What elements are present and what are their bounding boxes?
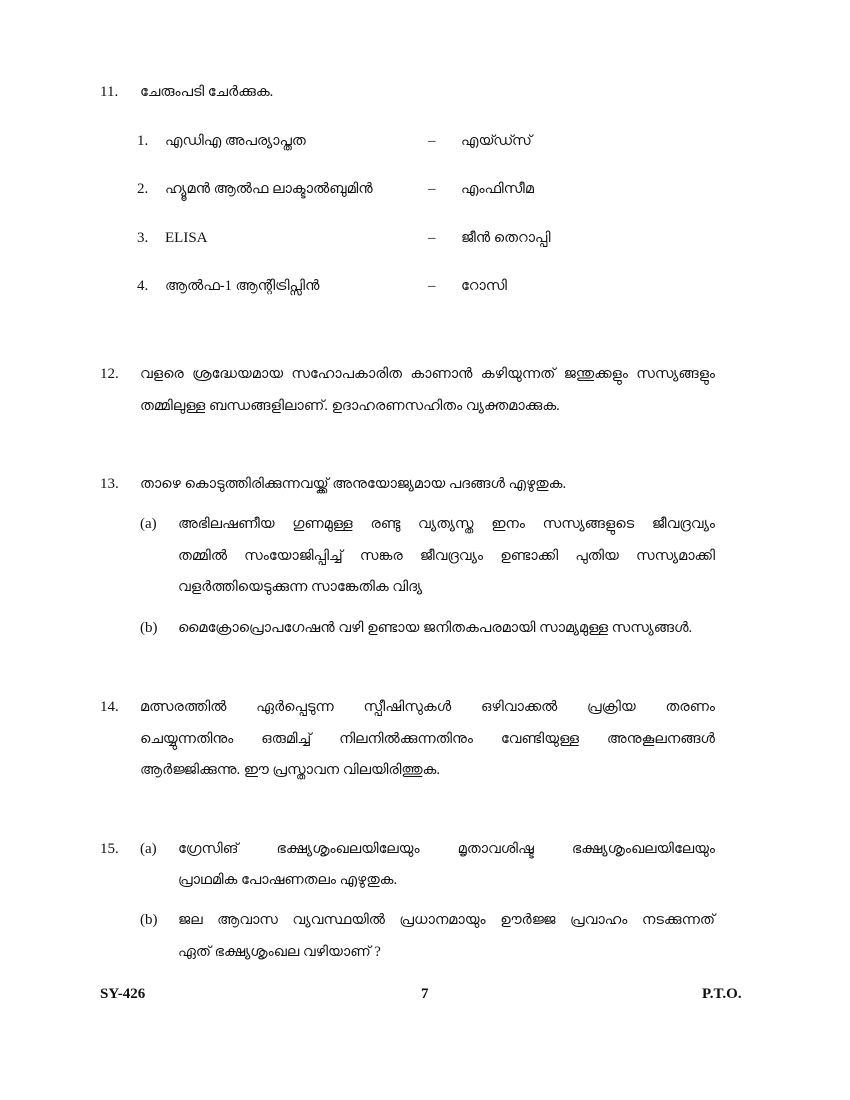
match-left: ഹ്യൂമൻ ആൽഫ ലാക്ടാൽബുമിൻ	[165, 181, 373, 197]
match-item-number: 3.	[137, 230, 149, 246]
match-left: ആൽഫ-1 ആന്റിട്രിപ്സിൻ	[165, 278, 320, 294]
paper-code: SY-426	[100, 986, 146, 1002]
match-dash: –	[428, 230, 436, 246]
question-15a-label: (a)	[140, 841, 157, 857]
question-13-number: 13.	[100, 476, 119, 492]
match-left: ELISA	[165, 230, 208, 246]
question-14-line-2: ചെയ്യുന്നതിനും ഒരുമിച്ച് നിലനിൽക്കുന്നതിനും വേണ്ടിയുള്ള അനുകൂലനങ്ങൾ	[140, 731, 715, 747]
question-13a-line-1: അഭിലഷണീയ ഗുണമുള്ള രണ്ടു വ്യത്യസ്ത ഇനം സസ്യങ്ങളുടെ ജീവദ്രവ്യം	[178, 516, 715, 532]
match-item-number: 1.	[137, 133, 149, 149]
match-dash: –	[428, 278, 436, 294]
question-13a-line-2: തമ്മിൽ സംയോജിപ്പിച്ച് സങ്കര ജീവദ്രവ്യം ഉണ്ടാക്കി പുതിയ സസ്യമാക്കി	[178, 548, 715, 564]
question-15a-line-1: ഗ്രേസിങ് ഭക്ഷ്യശൃംഖലയിലേയും മൃതാവശിഷ്ട ഭക്ഷ്യശൃംഖലയിലേയും	[178, 841, 715, 857]
question-13a-label: (a)	[140, 516, 157, 532]
question-13-instruction: താഴെ കൊടുത്തിരിക്കുന്നവയ്ക്ക് അനുയോജ്യമായ പദങ്ങൾ എഴുതുക.	[140, 476, 567, 492]
question-15b-label: (b)	[140, 912, 158, 928]
match-item-number: 4.	[137, 278, 149, 294]
page-number: 7	[421, 986, 429, 1002]
match-right: റോസി	[461, 278, 507, 294]
match-right: എയ്ഡ്സ്	[461, 133, 532, 149]
match-left: എഡിഎ അപര്യാപ്തത	[165, 133, 306, 149]
question-14-line-1: മത്സരത്തിൽ ഏർപ്പെടുന്ന സ്പീഷിസുകൾ ഒഴിവാക്കൽ പ്രക്രിയ തരണം	[140, 699, 715, 715]
question-15-number: 15.	[100, 841, 119, 857]
match-dash: –	[428, 181, 436, 197]
question-14-line-3: ആർജ്ജിക്കുന്നു. ഈ പ്രസ്താവന വിലയിരിത്തുക.	[140, 762, 440, 778]
question-15b-line-1: ജല ആവാസ വ്യവസ്ഥയിൽ പ്രധാനമായും ഊർജ്ജ പ്രവാഹം നടക്കുന്നത്	[178, 912, 715, 928]
question-12-line-2: തമ്മിലുള്ള ബന്ധങ്ങളിലാണ്. ഉദാഹരണസഹിതം വ്യക്തമാക്കുക.	[140, 398, 560, 414]
question-15b-line-2: ഏത് ഭക്ഷ്യശൃംഖല വഴിയാണ് ?	[178, 944, 381, 960]
match-item-number: 2.	[137, 181, 149, 197]
pto-label: P.T.O.	[702, 986, 742, 1002]
match-right: ജീൻ തെറാപ്പി	[461, 230, 551, 246]
match-right: എംഫിസീമ	[461, 181, 534, 197]
question-12-number: 12.	[100, 366, 119, 382]
question-12-line-1: വളരെ ശ്രദ്ധേയമായ സഹോപകാരിത കാണാൻ കഴിയുന്നത് ജന്തുക്കളും സസ്യങ്ങളും	[140, 366, 715, 382]
match-dash: –	[428, 133, 436, 149]
question-11-number: 11.	[100, 84, 119, 100]
question-15a-line-2: പ്രാഥമിക പോഷണതലം എഴുതുക.	[178, 872, 398, 888]
question-13b-line-1: മൈക്രോപ്രൊപഗേഷൻ വഴി ഉണ്ടായ ജനിതകപരമായി സാമ്യമുള്ള സസ്യങ്ങൾ.	[178, 620, 693, 636]
question-13a-line-3: വളർത്തിയെടുക്കുന്ന സാങ്കേതിക വിദ്യ	[178, 579, 423, 595]
question-14-number: 14.	[100, 699, 119, 715]
question-11-instruction: ചേരുംപടി ചേർക്കുക.	[140, 84, 274, 100]
question-13b-label: (b)	[140, 620, 158, 636]
